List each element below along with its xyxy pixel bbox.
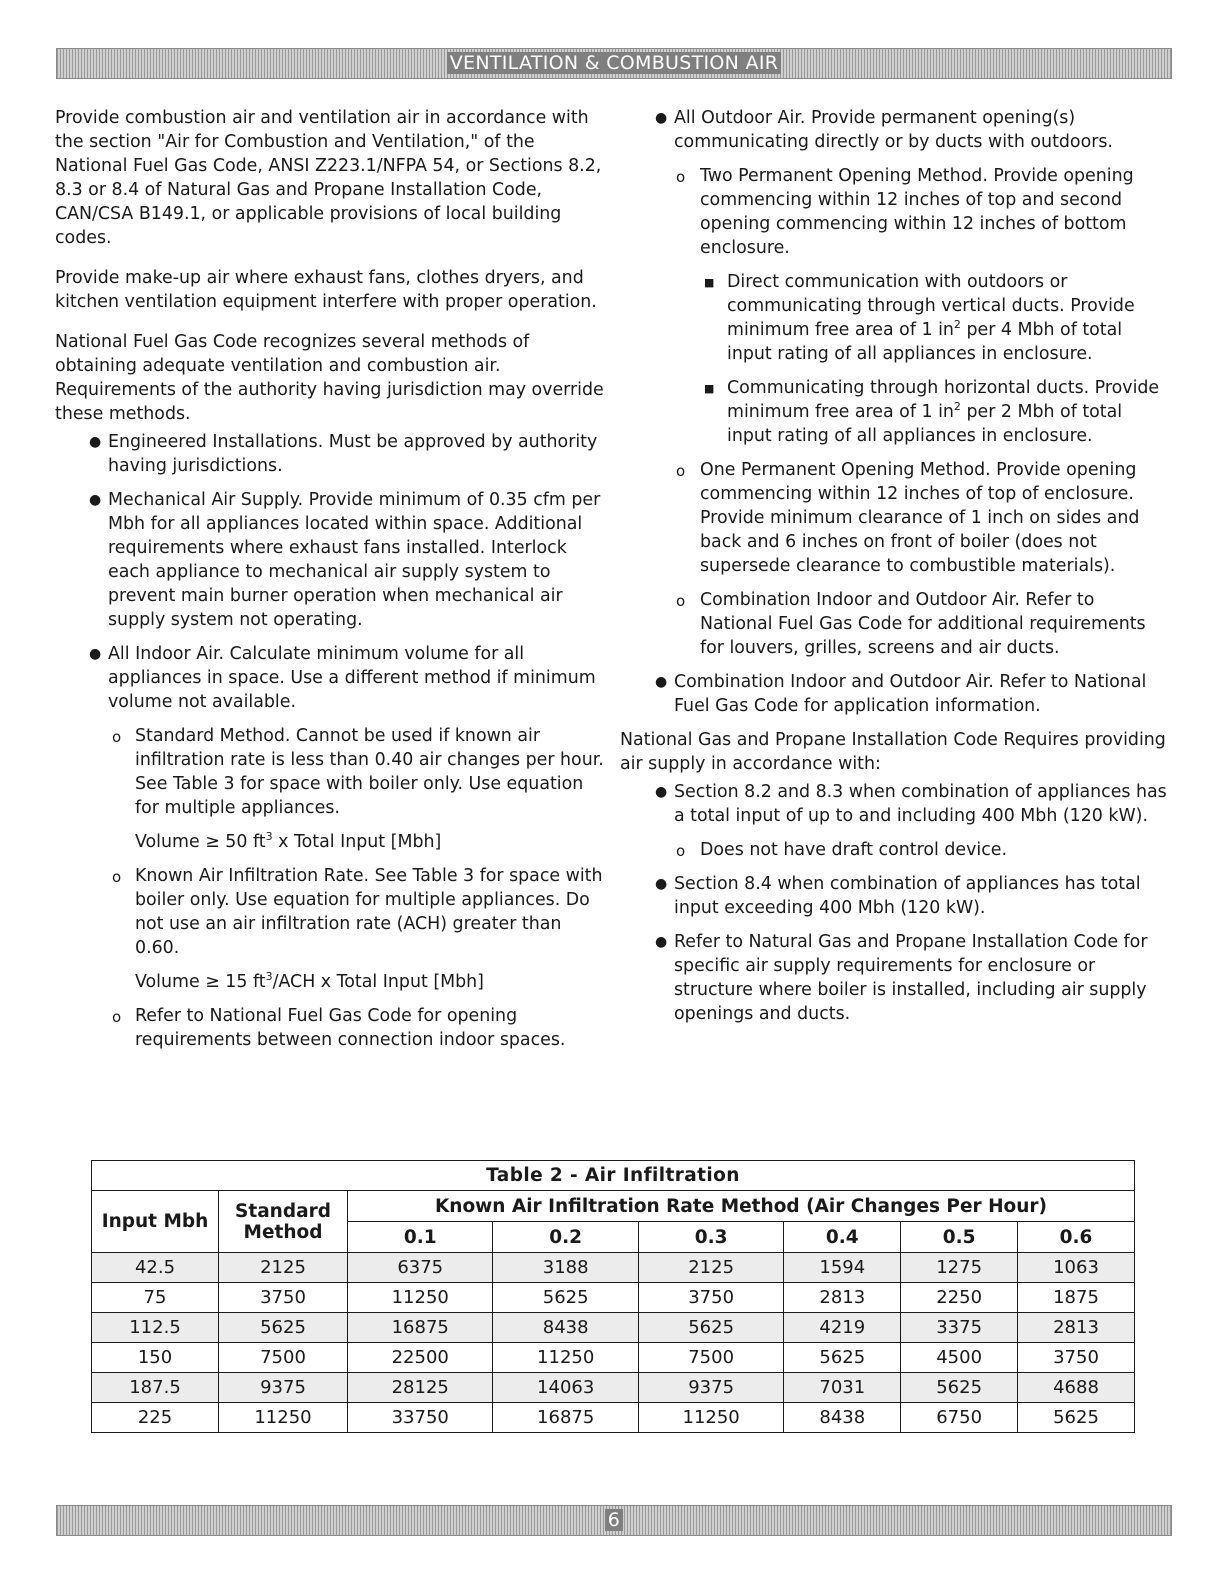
header-ach-1: 0.2 [493, 1222, 638, 1253]
header-ach-5: 0.6 [1018, 1222, 1135, 1253]
table-row [92, 1283, 1135, 1313]
table-cell: 150 [92, 1343, 219, 1373]
table-cell: 6375 [348, 1253, 493, 1283]
table-cell: 5625 [219, 1313, 348, 1343]
list-item-horizontal-ducts: ■ Communicating through horizontal ducts. Provide minimum free area of 1 $in^2$ per 2 Mbh of total input rating of all appliances in enclosure. [704, 378, 1160, 446]
table-cell: 2125 [638, 1253, 783, 1283]
table-cell: 11250 [493, 1343, 638, 1373]
list-item-section-82: ● Section 8.2 and 8.3 when combination of appliances has a total input of up to and including 400 Mbh (120 kW). [655, 782, 1167, 826]
equation-known-rate: Volume ≥ 15 $ft^3$/ACH x Total Input [Mbh] [135, 970, 484, 992]
list-item-refer-code: ● Refer to Natural Gas and Propane Installation Code for specific air supply requirements for enclosure or structure where boiler is installed, including air supply openings and ducts. [655, 932, 1148, 1024]
table-cell: 3750 [1018, 1343, 1135, 1373]
bullet-icon: ● [655, 784, 668, 800]
header-known-rate: Known Air Infiltration Rate Method (Air Changes Per Hour) [348, 1191, 1135, 1222]
table-cell: 3375 [901, 1313, 1018, 1343]
section-title: VENTILATION & COMBUSTION AIR [447, 52, 781, 74]
table-cell: 6750 [901, 1403, 1018, 1433]
bullet-icon: ● [89, 646, 102, 662]
table-cell: 2125 [219, 1253, 348, 1283]
table-cell: 5625 [901, 1373, 1018, 1403]
bullet-icon: ● [89, 434, 102, 450]
header-standard-method: Standard Method [219, 1191, 348, 1253]
header-ach-4: 0.5 [901, 1222, 1018, 1253]
list-item-outdoor: ● All Outdoor Air. Provide permanent opening(s) communicating directly or by ducts with outdoors. [655, 108, 1113, 152]
table-title: Table 2 - Air Infiltration [92, 1161, 1135, 1191]
table-cell: 4219 [784, 1313, 901, 1343]
table-cell: 11250 [219, 1403, 348, 1433]
right-column [620, 106, 1171, 1036]
list-item-combination: ● Combination Indoor and Outdoor Air. Refer to National Fuel Gas Code for application information. [655, 672, 1147, 716]
list-item-refer-opening: o Refer to National Fuel Gas Code for opening requirements between connection indoor spaces. [112, 1006, 566, 1050]
table-cell: 75 [92, 1283, 219, 1313]
table-cell: 1063 [1018, 1253, 1135, 1283]
table-cell: 112.5 [92, 1313, 219, 1343]
circle-bullet-icon: o [676, 592, 686, 610]
circle-bullet-icon: o [112, 1008, 122, 1026]
section-header-band [56, 48, 1172, 79]
table-cell: 16875 [348, 1313, 493, 1343]
bullet-icon: ● [655, 674, 668, 690]
table-cell: 28125 [348, 1373, 493, 1403]
table-cell: 2813 [784, 1283, 901, 1313]
table-cell: 14063 [493, 1373, 638, 1403]
list-item-one-opening: o One Permanent Opening Method. Provide opening commencing within 12 inches of top of enclosure. Provide minimum clearance of 1 inch on sides and back and 6 inches on front of boiler (does not supersede clearance to combustible materials). [676, 460, 1140, 576]
air-infiltration-table [91, 1160, 1135, 1433]
header-input-mbh: Input Mbh [92, 1191, 219, 1253]
table-cell: 3750 [219, 1283, 348, 1313]
table-cell: 187.5 [92, 1373, 219, 1403]
list-item-standard-method: o Standard Method. Cannot be used if known air infiltration rate is less than 0.40 air changes per hour. See Table 3 for space with boiler only. Use equation for multiple appliances. [112, 726, 604, 818]
header-ach-3: 0.4 [784, 1222, 901, 1253]
table-cell: 2250 [901, 1283, 1018, 1313]
list-item-direct-communication: ■ Direct communication with outdoors or communicating through vertical ducts. Provide minimum free area of 1 $in^2$ per 4 Mbh of total input rating of all appliances in enclosure. [704, 272, 1135, 364]
bullet-icon: ● [655, 110, 668, 126]
table-cell: 5625 [784, 1343, 901, 1373]
table-cell: 42.5 [92, 1253, 219, 1283]
circle-bullet-icon: o [676, 842, 686, 860]
table-row [92, 1403, 1135, 1433]
table-cell: 11250 [348, 1283, 493, 1313]
table-cell: 5625 [638, 1313, 783, 1343]
table-cell: 5625 [493, 1283, 638, 1313]
table-row [92, 1373, 1135, 1403]
circle-bullet-icon: o [676, 462, 686, 480]
paragraph-methods: National Fuel Gas Code recognizes several methods of obtaining adequate ventilation and combustion air. Requirements of the authority having jurisdiction may override these methods. [55, 332, 604, 424]
table-cell: 9375 [219, 1373, 348, 1403]
table-cell: 8438 [784, 1403, 901, 1433]
header-ach-0: 0.1 [348, 1222, 493, 1253]
table-cell: 7500 [638, 1343, 783, 1373]
table-cell: 11250 [638, 1403, 783, 1433]
table-cell: 3750 [638, 1283, 783, 1313]
bullet-icon: ● [655, 934, 668, 950]
list-item-section-84: ● Section 8.4 when combination of appliances has total input exceeding 400 Mbh (120 kW). [655, 874, 1141, 918]
paragraph-national-code: National Gas and Propane Installation Code Requires providing air supply in accordance with: [620, 730, 1166, 774]
table-row [92, 1313, 1135, 1343]
table-cell: 8438 [493, 1313, 638, 1343]
table-cell: 1594 [784, 1253, 901, 1283]
bullet-icon: ● [89, 492, 102, 508]
list-item-engineered: ● Engineered Installations. Must be approved by authority having jurisdictions. [89, 432, 598, 476]
table-cell: 9375 [638, 1373, 783, 1403]
list-item-draft-control: o Does not have draft control device. [626, 838, 1171, 862]
circle-bullet-icon: o [112, 728, 122, 746]
table-cell: 3188 [493, 1253, 638, 1283]
table-row [92, 1253, 1135, 1283]
bullet-icon: ● [655, 876, 668, 892]
paragraph-combustion-air: Provide combustion air and ventilation air in accordance with the section "Air for Combustion and Ventilation," of the National Fuel Gas Code, ANSI Z223.1/NFPA 54, or Sections 8.2, 8.3 or 8.4 of Natural Gas and Propane Installation Code, CAN/CSA B149.1, or applicable provisions of local building codes. [55, 108, 602, 248]
circle-bullet-icon: o [112, 868, 122, 886]
table-cell: 5625 [1018, 1403, 1135, 1433]
left-column [55, 106, 605, 1062]
list-item-combination-sub: o Combination Indoor and Outdoor Air. Refer to National Fuel Gas Code for additional requirements for louvers, grilles, screens and air ducts. [676, 590, 1146, 658]
page-number: 6 [605, 1509, 623, 1531]
list-item-mechanical: ● Mechanical Air Supply. Provide minimum of 0.35 cfm per Mbh for all appliances located within space. Additional requirements where exhaust fans installed. Interlock each appliance to mechanical air supply system to prevent main burner operation when mechanical air supply system not operating. [89, 490, 601, 630]
list-item-known-rate: o Known Air Infiltration Rate. See Table 3 for space with boiler only. Use equation for multiple appliances. Do not use an air infiltration rate (ACH) greater than 0.60. [112, 866, 603, 958]
table-cell: 1875 [1018, 1283, 1135, 1313]
equation-standard: Volume ≥ 50 $ft^3$ x Total Input [Mbh] [135, 830, 442, 852]
square-bullet-icon: ■ [704, 382, 715, 395]
table-cell: 22500 [348, 1343, 493, 1373]
list-item-indoor: ● All Indoor Air. Calculate minimum volume for all appliances in space. Use a different method if minimum volume not available. [89, 644, 596, 712]
table-cell: 33750 [348, 1403, 493, 1433]
header-ach-2: 0.3 [638, 1222, 783, 1253]
table-cell: 16875 [493, 1403, 638, 1433]
table-cell: 1275 [901, 1253, 1018, 1283]
table-cell: 4688 [1018, 1373, 1135, 1403]
table-cell: 7500 [219, 1343, 348, 1373]
paragraph-make-up-air: Provide make-up air where exhaust fans, clothes dryers, and kitchen ventilation equipment interfere with proper operation. [55, 268, 597, 312]
table-cell: 4500 [901, 1343, 1018, 1373]
table-row [92, 1343, 1135, 1373]
table-cell: 2813 [1018, 1313, 1135, 1343]
circle-bullet-icon: o [676, 168, 686, 186]
list-item-two-opening: o Two Permanent Opening Method. Provide opening commencing within 12 inches of top and second opening commencing within 12 inches of bottom enclosure. [676, 166, 1134, 258]
table-cell: 225 [92, 1403, 219, 1433]
square-bullet-icon: ■ [704, 276, 715, 289]
table-cell: 7031 [784, 1373, 901, 1403]
page-footer-band [56, 1505, 1172, 1536]
